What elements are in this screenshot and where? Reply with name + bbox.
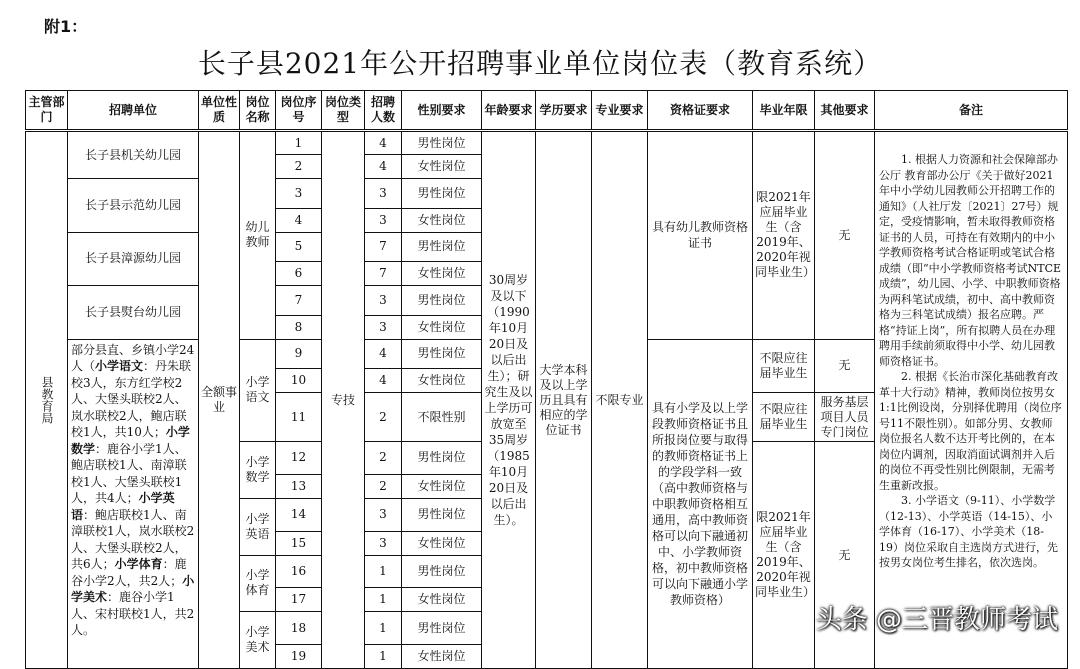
recruit-count: 2 [365,393,402,442]
other-service: 服务基层项目人员专门岗位 [815,393,875,442]
remark-item: 1. 根据人力资源和社会保障部办公厅 教育部办公厅《关于做好2021年中小学幼儿园教师公开招聘工作的通知》（人社厅发〔2021〕27号）规定，受疫情影响，暂未取得教师资格证书的人员，可持在有效期内的中小学教师资格考试合格证明或笔试合格成绩（即“中小学教师资格考试NTCE成绩”，幼儿园、小学、中职教师资格为两科笔试成绩，初中、高中教师资格为三科笔试成绩）报名应聘。严格“持证上岗”，所有拟聘人员在办理聘用手续前须取得中小学、幼儿园教师资格证书。 [879,153,1062,368]
gender-req: 女性岗位 [402,474,482,498]
post-no: 16 [276,555,322,588]
post-no: 17 [276,588,322,612]
header-post-no: 岗位序号 [276,91,322,131]
kindergarten-unit: 长子县机关幼儿园 [68,131,199,179]
gender-req: 女性岗位 [402,588,482,612]
post-no: 2 [276,155,322,179]
remark-item: 3. 小学语文（9-11）、小学数学（12-13）、小学英语（14-15）、小学体育（16-17）、小学美术（18-19）岗位采取自主选岗方式进行，先按男女岗位考生排名，依次选岗。 [879,494,1058,569]
remarks-cell [875,131,1068,669]
post-name-math: 小学数学 [240,442,276,499]
header-dept: 主管部门 [26,91,68,131]
grad-year-kg: 限2021年应届毕业生（含2019年、2020年视同毕业生） [753,131,815,340]
grad-year-unlimited: 不限应往届毕业生 [753,339,815,393]
gender-req: 不限性别 [402,393,482,442]
post-name-english: 小学英语 [240,498,276,555]
gender-req: 男性岗位 [402,612,482,645]
header-cert: 资格证要求 [648,91,753,131]
gender-req: 男性岗位 [402,232,482,262]
gender-req: 女性岗位 [402,531,482,555]
recruit-count: 1 [365,555,402,588]
header-major: 专业要求 [592,91,648,131]
other-kg: 无 [815,131,875,340]
header-post-name: 岗位名称 [240,91,276,131]
recruit-count: 3 [365,286,402,316]
recruit-count: 3 [365,498,402,531]
post-no: 10 [276,369,322,393]
gender-req: 男性岗位 [402,555,482,588]
header-age: 年龄要求 [482,91,536,131]
header-other: 其他要求 [815,91,875,131]
header-post-type: 岗位类型 [322,91,365,131]
post-name-art: 小学美术 [240,612,276,669]
post-type-cell: 专技 [322,131,365,669]
post-no: 12 [276,442,322,475]
post-no: 15 [276,531,322,555]
post-no: 6 [276,262,322,286]
recruit-count: 3 [365,531,402,555]
major-requirement: 不限专业 [592,131,648,669]
remark-item: 2. 根据《长治市深化基础教育改革十大行动》精神，教师岗位按男女1:1比例设岗，分别择优聘用（岗位序号11不限性别）。如部分男、女教师岗位报名人数不达开考比例的，在本岗位内调剂，因取消面试调剂并入后的岗位不再受性别比例限制，无需考生重新改报。 [879,370,1062,492]
recruit-count: 4 [365,339,402,369]
header-edu: 学历要求 [536,91,592,131]
post-name-chinese: 小学语文 [240,339,276,442]
primary-units-cell: 部分县直、乡镇小学24人（小学语文：丹朱联校3人，东方红学校2人、大堡头联校2人、岚水联校2人，鲍店联校1人，共10人；小学数学：鹿谷小学1人、鲍店联校1人、南漳联校1人、大堡头联校1人，共4人；小学英语：鲍店联校1人、南漳联校1人，岚水联校2人、大堡头联校2人，共6人；小学体育：鹿谷小学2人，共2人；小学美术：鹿谷小学1人、宋村联校1人，共2人。 [68,339,199,669]
post-no: 7 [276,286,322,316]
attachment-label: 附1： [44,17,88,36]
post-no: 4 [276,208,322,232]
recruit-count: 4 [365,131,402,155]
gender-req: 男性岗位 [402,339,482,369]
gender-req: 女性岗位 [402,315,482,339]
recruit-count: 3 [365,208,402,232]
post-no: 14 [276,498,322,531]
header-remarks: 备注 [875,91,1068,131]
post-no: 18 [276,612,322,645]
cert-kg: 具有幼儿教师资格证书 [648,131,753,340]
watermark: 头条 @三晋教师考试 [815,605,1058,635]
page-title: 长子县2021年公开招聘事业单位岗位表（教育系统） [197,47,883,80]
other-primary: 无 [815,442,875,669]
kindergarten-unit: 长子县漳源幼儿园 [68,232,199,286]
post-name-kg: 幼儿教师 [240,131,276,340]
kindergarten-unit: 长子县示范幼儿园 [68,179,199,233]
header-unit: 招聘单位 [68,91,199,131]
grad-year-primary: 限2021年应届毕业生（含2019年、2020年视同毕业生） [753,442,815,669]
post-name-pe: 小学体育 [240,555,276,612]
other-chinese: 无 [815,339,875,393]
nature-cell: 全额事业 [199,131,240,669]
recruit-count: 4 [365,155,402,179]
post-no: 13 [276,474,322,498]
recruit-count: 1 [365,612,402,645]
recruit-count: 2 [365,474,402,498]
post-no: 9 [276,339,322,369]
gender-req: 男性岗位 [402,179,482,209]
gender-req: 女性岗位 [402,262,482,286]
gender-req: 男性岗位 [402,442,482,475]
post-no: 19 [276,645,322,669]
recruit-count: 3 [365,179,402,209]
dept-cell [26,131,68,669]
grad-year-2021-p11: 不限应往届毕业生 [753,393,815,442]
post-no: 3 [276,179,322,209]
post-no: 1 [276,131,322,155]
age-requirement: 30周岁及以下（1990年10月20日及以后出生）；研究生及以上学历可放宽至35周岁（1985年10月20日及以后出生）。 [482,131,536,669]
gender-req: 女性岗位 [402,369,482,393]
gender-req: 女性岗位 [402,155,482,179]
gender-req: 男性岗位 [402,286,482,316]
recruitment-table [25,90,1068,669]
edu-requirement: 大学本科及以上学历且具有相应的学位证书 [536,131,592,669]
kindergarten-unit: 长子县熨台幼儿园 [68,286,199,340]
header-grad-year: 毕业年限 [753,91,815,131]
recruit-count: 1 [365,645,402,669]
recruit-count: 7 [365,232,402,262]
recruit-count: 7 [365,262,402,286]
recruit-count: 4 [365,369,402,393]
post-no: 11 [276,393,322,442]
gender-req: 女性岗位 [402,208,482,232]
dept-value: 县教育局 [40,376,54,424]
cert-primary: 具有小学及以上学段教师资格证书且所报岗位要与取得的教师资格证书上的学段学科一致（高中教师资格与中职教师资格相互通用，高中教师资格可以向下融通初中、小学教师资格，初中教师资格可以向下融通小学教师资格） [648,339,753,669]
recruit-count: 2 [365,442,402,475]
gender-req: 女性岗位 [402,645,482,669]
gender-req: 男性岗位 [402,498,482,531]
recruit-count: 1 [365,588,402,612]
post-no: 5 [276,232,322,262]
header-nature: 单位性质 [199,91,240,131]
header-gender: 性别要求 [402,91,482,131]
post-no: 8 [276,315,322,339]
recruit-count: 3 [365,315,402,339]
gender-req: 男性岗位 [402,131,482,155]
header-count: 招聘人数 [365,91,402,131]
